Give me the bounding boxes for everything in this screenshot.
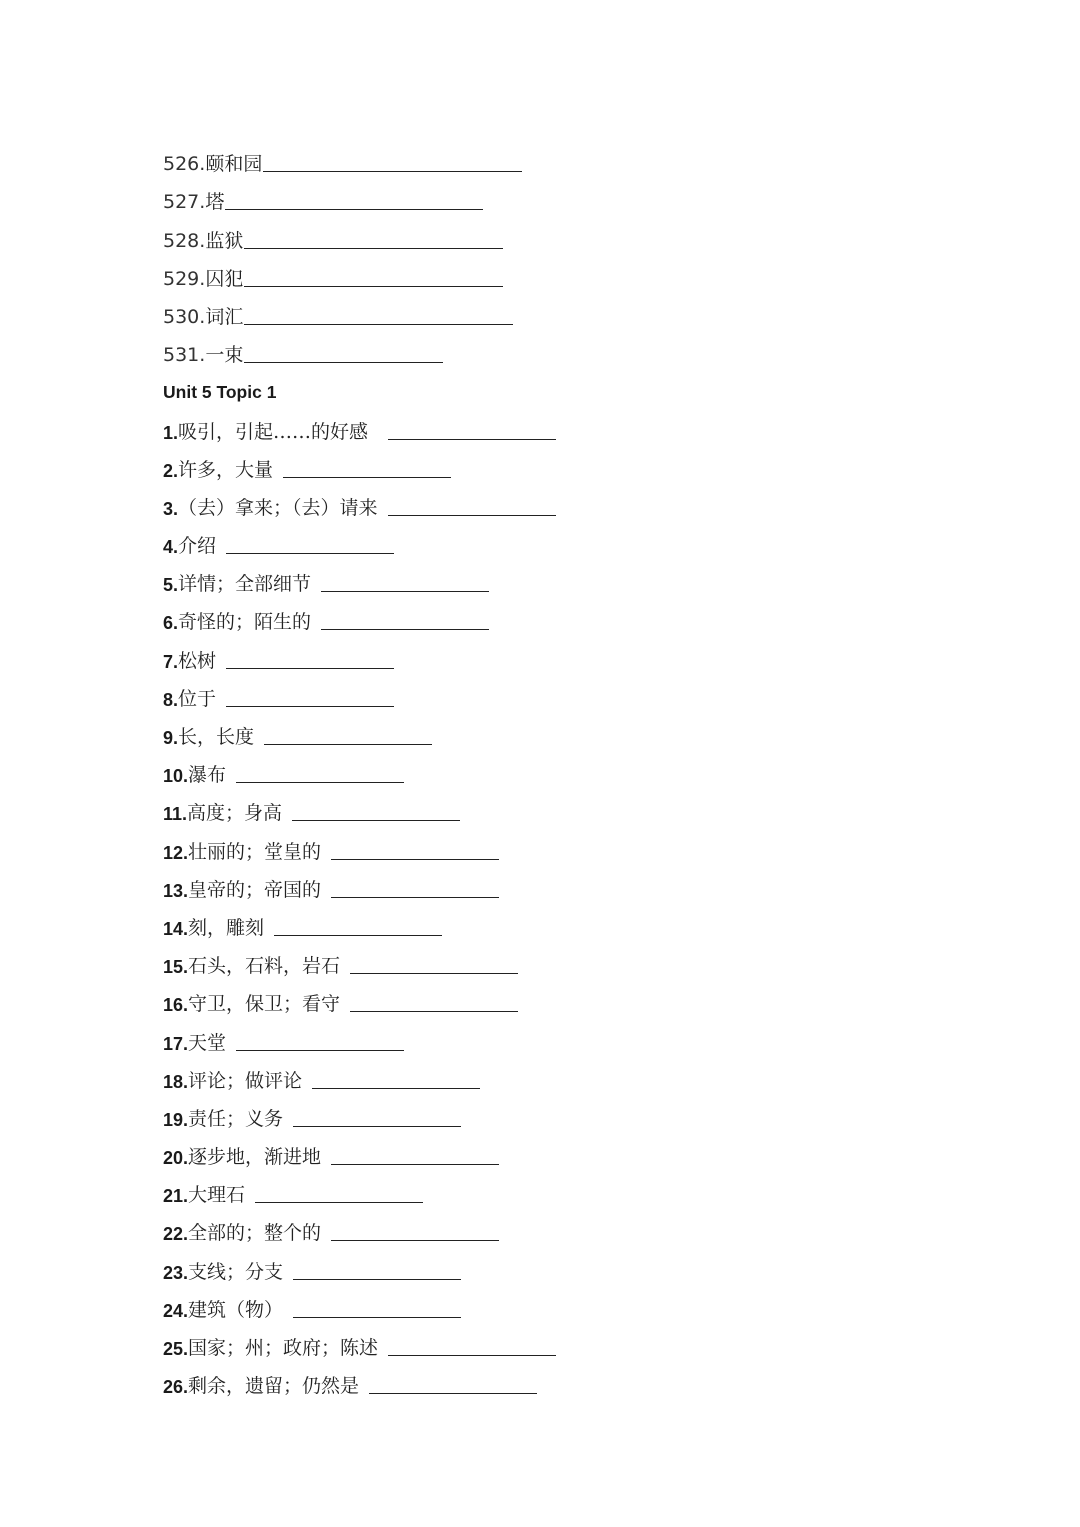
item-number: 4. (163, 537, 179, 558)
item-text: 介绍 (178, 535, 217, 558)
item-number: 24. (163, 1300, 189, 1321)
item-text: 塔 (205, 191, 225, 214)
answer-blank[interactable] (331, 858, 499, 860)
answer-blank[interactable] (255, 1201, 423, 1203)
item-text: 天堂 (188, 1031, 227, 1054)
item-text: 囚犯 (205, 267, 244, 290)
vocab-item-20 (163, 1129, 1023, 1167)
item-number: 12. (163, 842, 189, 863)
item-number: 19. (163, 1109, 189, 1130)
item-text: 剩余，遗留；仍然是 (188, 1375, 360, 1398)
item-number: 21. (163, 1186, 189, 1207)
vocab-item-12 (163, 823, 1023, 861)
vocab-item-19 (163, 1091, 1023, 1129)
item-number: 17. (163, 1033, 189, 1054)
vocab-item-21 (163, 1167, 1023, 1205)
vocab-item-22 (163, 1205, 1023, 1243)
vocab-item-8 (163, 671, 1023, 709)
item-number: 528. (163, 229, 206, 252)
item-number: 14. (163, 918, 189, 939)
answer-blank[interactable] (312, 1087, 480, 1089)
item-text: 许多，大量 (178, 458, 274, 481)
vocab-item-14 (163, 900, 1023, 938)
answer-blank[interactable] (244, 323, 513, 325)
vocab-item-23 (163, 1243, 1023, 1281)
item-number: 20. (163, 1148, 189, 1169)
prev-item-526 (163, 136, 1023, 174)
item-number: 3. (163, 498, 179, 519)
item-number: 22. (163, 1224, 189, 1245)
answer-blank[interactable] (274, 934, 442, 936)
vocab-item-7 (163, 632, 1023, 670)
item-text: 支线；分支 (188, 1260, 284, 1283)
item-text: 瀑布 (188, 764, 227, 787)
vocab-item-15 (163, 938, 1023, 976)
item-number: 1. (163, 422, 179, 443)
vocab-item-1 (163, 403, 1023, 441)
item-number: 531. (163, 344, 206, 367)
item-text: 评论；做评论 (188, 1069, 303, 1092)
vocab-item-4 (163, 518, 1023, 556)
answer-blank[interactable] (244, 361, 443, 363)
answer-blank[interactable] (263, 170, 522, 172)
item-number: 9. (163, 728, 179, 748)
item-text: 长，长度 (178, 726, 255, 748)
item-number: 8. (163, 689, 179, 710)
item-text: 奇怪的；陌生的 (178, 611, 312, 634)
answer-blank[interactable] (226, 705, 394, 707)
prev-item-528 (163, 212, 1023, 250)
item-number: 16. (163, 995, 189, 1016)
item-number: 527. (163, 191, 206, 214)
item-number: 526. (163, 153, 206, 176)
answer-blank[interactable] (331, 1239, 499, 1241)
vocab-item-2 (163, 442, 1023, 480)
item-number: 529. (163, 267, 206, 290)
answer-blank[interactable] (236, 781, 404, 783)
prev-item-527 (163, 174, 1023, 212)
answer-blank[interactable] (292, 819, 460, 821)
item-number: 6. (163, 613, 179, 634)
item-text: 国家；州；政府；陈述 (188, 1337, 379, 1359)
item-text: 吸引，引起……的好感 (178, 420, 369, 443)
item-number: 18. (163, 1071, 189, 1092)
answer-blank[interactable] (331, 896, 499, 898)
vocab-item-13 (163, 862, 1023, 900)
answer-blank[interactable] (244, 285, 503, 287)
answer-blank[interactable] (226, 667, 394, 669)
answer-blank[interactable] (225, 208, 483, 210)
answer-blank[interactable] (388, 1354, 556, 1356)
answer-blank[interactable] (350, 1010, 518, 1012)
item-number: 13. (163, 880, 189, 901)
answer-blank[interactable] (331, 1163, 499, 1165)
answer-blank[interactable] (244, 247, 503, 249)
vocab-item-11 (163, 785, 1023, 823)
item-text: 石头，石料，岩石 (188, 955, 341, 978)
answer-blank[interactable] (350, 972, 518, 974)
item-number: 10. (163, 766, 189, 787)
item-number: 25. (163, 1339, 189, 1359)
vocab-item-18 (163, 1053, 1023, 1091)
answer-blank[interactable] (369, 1392, 537, 1394)
item-text: 皇帝的；帝国的 (188, 878, 322, 901)
vocab-item-10 (163, 747, 1023, 785)
answer-blank[interactable] (264, 743, 432, 745)
item-text: 位于 (178, 687, 217, 710)
item-text: 一束 (205, 344, 244, 367)
vocab-item-17 (163, 1014, 1023, 1052)
item-text: 全部的；整个的 (188, 1222, 322, 1245)
item-text: 监狱 (205, 229, 244, 252)
vocab-item-9 (163, 709, 1023, 747)
vocab-item-26 (163, 1358, 1023, 1396)
prev-item-531 (163, 327, 1023, 365)
worksheet (163, 136, 1023, 1396)
vocab-item-5 (163, 556, 1023, 594)
item-text: 大理石 (188, 1184, 246, 1207)
item-number: 5. (163, 575, 179, 596)
vocab-item-3 (163, 480, 1023, 518)
item-text: 详情；全部细节 (178, 573, 312, 596)
item-number: 26. (163, 1377, 189, 1398)
answer-blank[interactable] (293, 1316, 461, 1318)
answer-blank[interactable] (283, 476, 451, 478)
item-text: 责任；义务 (188, 1107, 284, 1130)
vocab-item-25 (163, 1320, 1023, 1358)
answer-blank[interactable] (293, 1125, 461, 1127)
answer-blank[interactable] (321, 628, 489, 630)
item-text: 逐步地，渐进地 (188, 1146, 322, 1169)
item-text: 刻，雕刻 (188, 916, 265, 939)
item-text: （去）拿来；（去）请来 (178, 496, 378, 519)
item-text: 守卫，保卫；看守 (188, 993, 341, 1016)
answer-blank[interactable] (321, 590, 489, 592)
item-number: 23. (163, 1262, 189, 1283)
vocab-item-24 (163, 1282, 1023, 1320)
item-text: 高度；身高 (187, 802, 283, 825)
item-text: 建筑（物） (188, 1298, 284, 1321)
item-text: 壮丽的；堂皇的 (188, 840, 322, 863)
item-text: 颐和园 (205, 153, 263, 176)
item-number: 2. (163, 460, 179, 481)
answer-blank[interactable] (388, 438, 556, 440)
answer-blank[interactable] (236, 1049, 404, 1051)
item-number: 11. (163, 804, 188, 825)
vocab-item-16 (163, 976, 1023, 1014)
prev-item-529 (163, 251, 1023, 289)
item-text: 松树 (178, 649, 217, 672)
item-number: 15. (163, 957, 189, 978)
vocab-item-6 (163, 594, 1023, 632)
prev-item-530 (163, 289, 1023, 327)
answer-blank[interactable] (226, 552, 394, 554)
answer-blank[interactable] (388, 514, 556, 516)
section-title: Unit 5 Topic 1 (163, 381, 277, 402)
item-number: 7. (163, 651, 179, 672)
answer-blank[interactable] (293, 1278, 461, 1280)
item-number: 530. (163, 305, 206, 328)
item-text: 词汇 (205, 305, 244, 328)
